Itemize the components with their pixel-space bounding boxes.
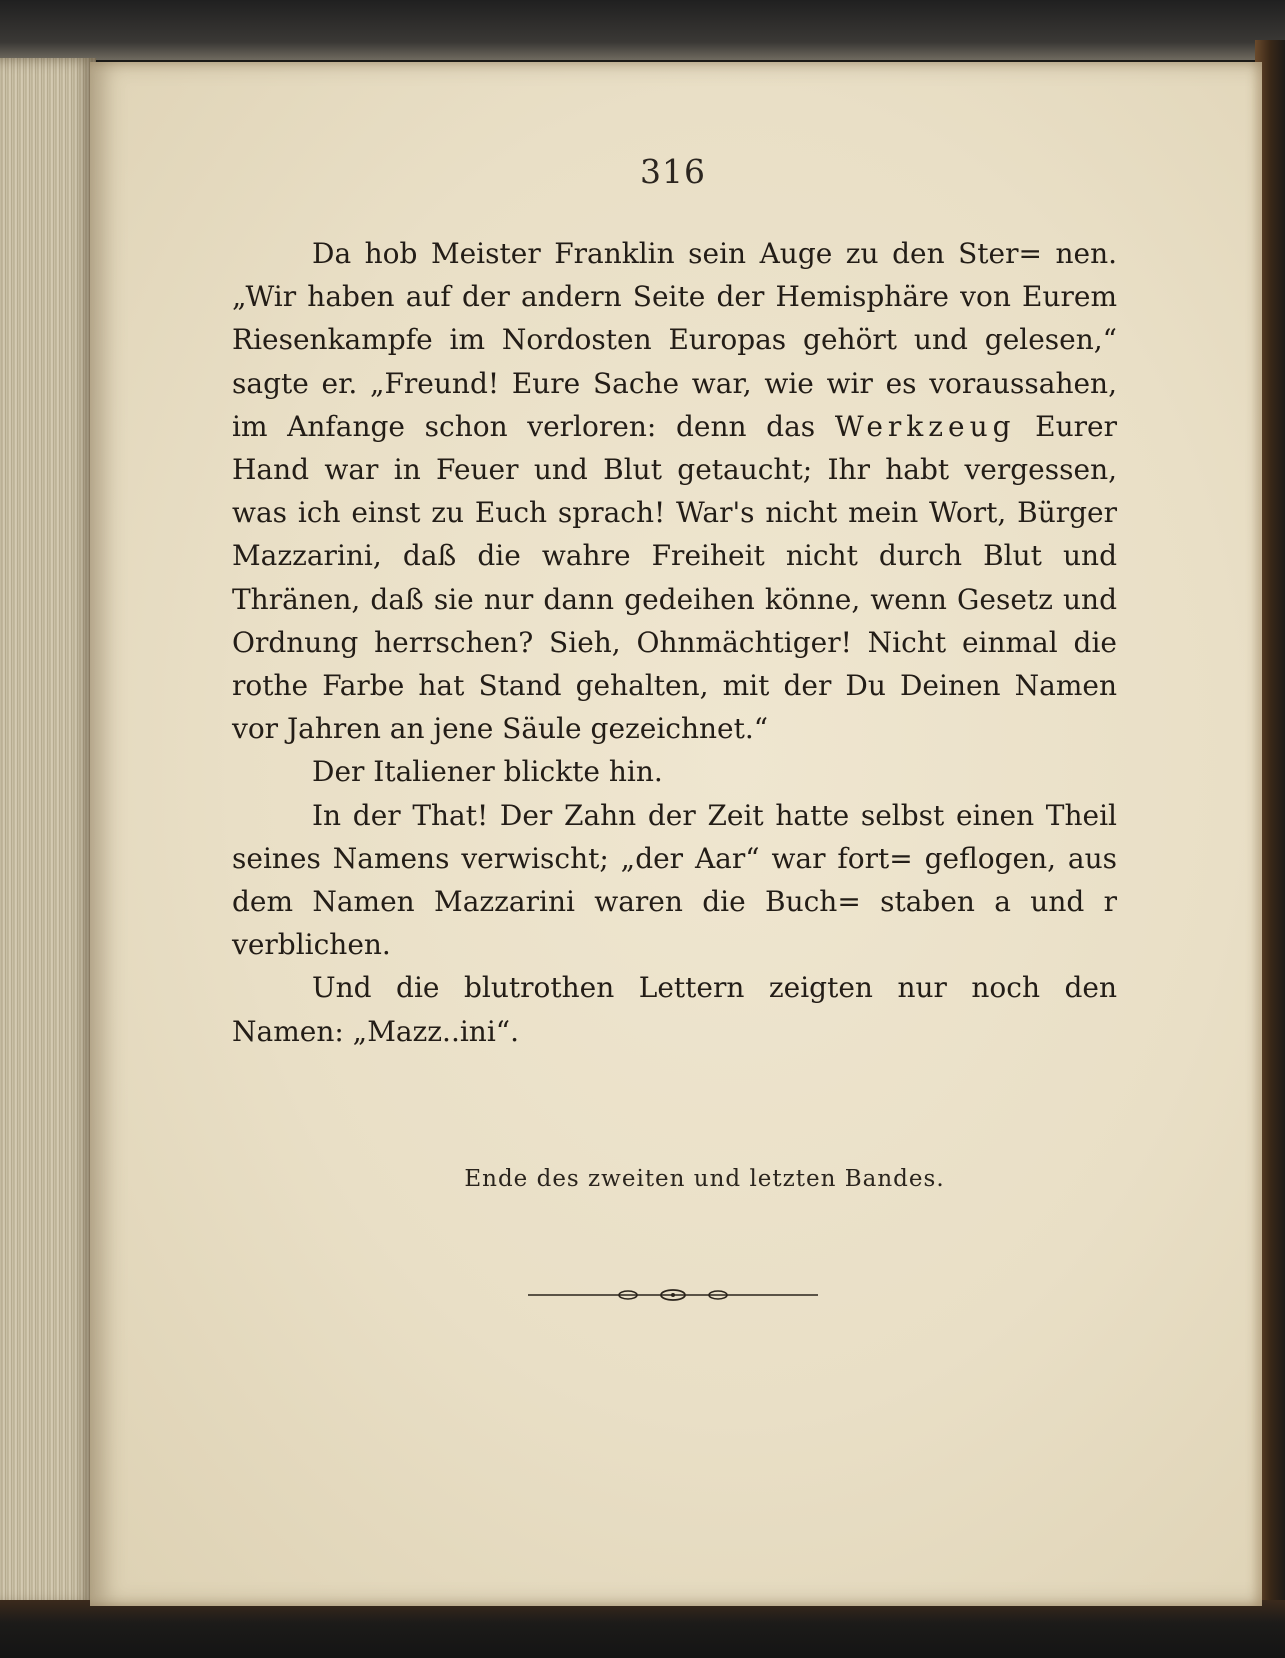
text-line: Da hob Meister Franklin sein Auge zu den Ster= <box>312 237 1042 270</box>
text-line: Theil seines Namens verwischt; „der Aar“ war fort= <box>232 798 1117 875</box>
text-line: geflogen, aus dem Namen Mazzarini waren die Buch= <box>232 841 1118 919</box>
page-edges <box>0 58 96 1606</box>
paragraph-1 <box>232 232 1117 750</box>
text-line: Und die blutrothen Lettern zeigten nur noch den <box>312 971 1117 1005</box>
text-line: herrschen? Sieh, Ohnmächtiger! Nicht einmal die rothe <box>232 625 1117 703</box>
book-cover-bottom <box>0 1600 1285 1658</box>
end-note: Ende des zweiten und letzten Bandes. <box>464 1166 945 1192</box>
text-line: die wahre Freiheit nicht durch Blut und Thränen, daß <box>232 539 1118 616</box>
paragraph-2 <box>232 750 1117 793</box>
text-line: das <box>766 409 835 443</box>
text-line: sprach! War's nicht mein Wort, Bürger Mazzarini, daß <box>232 496 1117 573</box>
paragraph-3 <box>232 794 1117 967</box>
text-line: In der That! Der Zahn der Zeit hatte selbst einen <box>312 798 1035 832</box>
text-line: Der Italiener blickte hin. <box>312 755 663 789</box>
text-line: und gelesen,“ sagte er. „Freund! Eure Sache war, wie <box>232 323 1117 400</box>
ornament-divider-icon <box>528 1286 818 1304</box>
text-line: von Eurem Riesenkampfe im Nordosten Europas gehört <box>232 280 1118 357</box>
text-line: vor Jahren an jene Säule gezeichnet.“ <box>232 712 769 746</box>
book-cover-top <box>0 0 1285 60</box>
text-line: Farbe hat Stand gehalten, mit der Du Deinen Namen <box>322 669 1118 703</box>
body-text <box>232 232 1117 1053</box>
text-line: nen. „Wir haben auf der andern Seite der Hemisphäre <box>232 237 1118 314</box>
text-line: getaucht; Ihr habt vergessen, was ich einst zu Euch <box>232 453 1117 530</box>
paragraph-4 <box>232 966 1117 1052</box>
text-line: sie nur dann gedeihen könne, wenn Gesetz und Ordnung <box>232 582 1118 659</box>
spaced-word: Werkzeug <box>834 409 1016 443</box>
text-line: Eurer Hand war in Feuer und Blut <box>232 409 1117 487</box>
page-number: 316 <box>640 152 706 191</box>
text-line: wir es voraussahen, im Anfange schon verloren: denn <box>232 366 1117 443</box>
text-line: Namen: „Mazz..ini“. <box>232 1014 520 1048</box>
text-line: staben a und r verblichen. <box>232 885 1117 962</box>
